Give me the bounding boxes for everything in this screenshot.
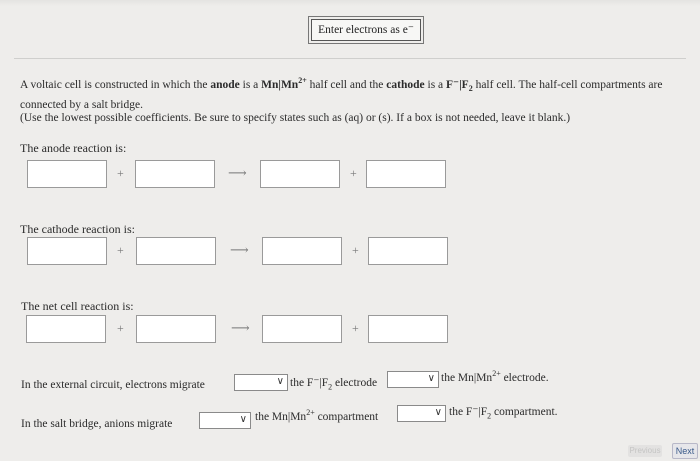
cathode-box-1[interactable] [27, 237, 107, 265]
anode-plus-1: + [117, 166, 124, 180]
salt-bridge-end: the $F^-|F_2$ compartment. [449, 406, 558, 421]
chevron-down-icon: ∨ [239, 414, 247, 425]
anode-label: The anode reaction is: [20, 141, 127, 155]
external-circuit-end: the $Mn|Mn^{2+}$ electrode. [441, 369, 549, 384]
anode-arrow: ⟶ [228, 165, 247, 180]
anode-box-1[interactable] [27, 160, 107, 188]
previous-button[interactable]: Previous [629, 446, 661, 455]
net-box-1[interactable] [26, 315, 106, 343]
net-arrow: ⟶ [231, 320, 250, 335]
divider [14, 58, 686, 59]
top-bar [0, 0, 700, 6]
anode-box-2[interactable] [135, 160, 215, 188]
chevron-down-icon: ∨ [427, 373, 435, 384]
salt-select-1[interactable] [199, 412, 251, 429]
anode-box-3[interactable] [260, 160, 340, 188]
cathode-plus-1: + [117, 243, 124, 257]
net-plus-2: + [352, 321, 359, 335]
cathode-box-3[interactable] [262, 237, 342, 265]
net-plus-1: + [117, 321, 124, 335]
cathode-plus-2: + [352, 243, 359, 257]
net-box-3[interactable] [262, 315, 342, 343]
anode-box-4[interactable] [366, 160, 446, 188]
cathode-box-2[interactable] [136, 237, 216, 265]
anode-plus-2: + [350, 166, 357, 180]
net-label: The net cell reaction is: [21, 299, 134, 313]
salt-select-2[interactable] [397, 405, 446, 422]
chevron-down-icon: ∨ [276, 376, 284, 387]
salt-bridge-mid: the $Mn|Mn^{2+}$ compartment [255, 408, 379, 423]
external-select-1[interactable] [234, 374, 288, 391]
question-intro: A voltaic cell is constructed in which the anode is a $Mn|Mn^{2+}$ half cell and the cathode is a $F^-|F_2$ half cell. The half-cell compartments are connected by a salt bridge. [20, 76, 663, 112]
net-box-4[interactable] [368, 315, 448, 343]
salt-bridge-prefix: In the salt bridge, anions migrate [21, 418, 173, 430]
instructions: (Use the lowest possible coefficients. Be sure to specify states such as (aq) or (s). If a box is not needed, leave it blank.) [20, 112, 571, 124]
cathode-arrow: ⟶ [230, 242, 249, 257]
cathode-box-4[interactable] [368, 237, 448, 265]
external-circuit-prefix: In the external circuit, electrons migrate [21, 379, 205, 391]
external-select-2[interactable] [387, 371, 439, 388]
chevron-down-icon: ∨ [434, 407, 442, 418]
enter-electrons-button[interactable]: Enter electrons as e⁻ [311, 19, 421, 41]
cathode-label: The cathode reaction is: [20, 222, 135, 236]
next-button[interactable]: Next [672, 443, 698, 459]
external-circuit-mid: the $F^-|F_2$ electrode [290, 377, 378, 392]
net-box-2[interactable] [136, 315, 216, 343]
